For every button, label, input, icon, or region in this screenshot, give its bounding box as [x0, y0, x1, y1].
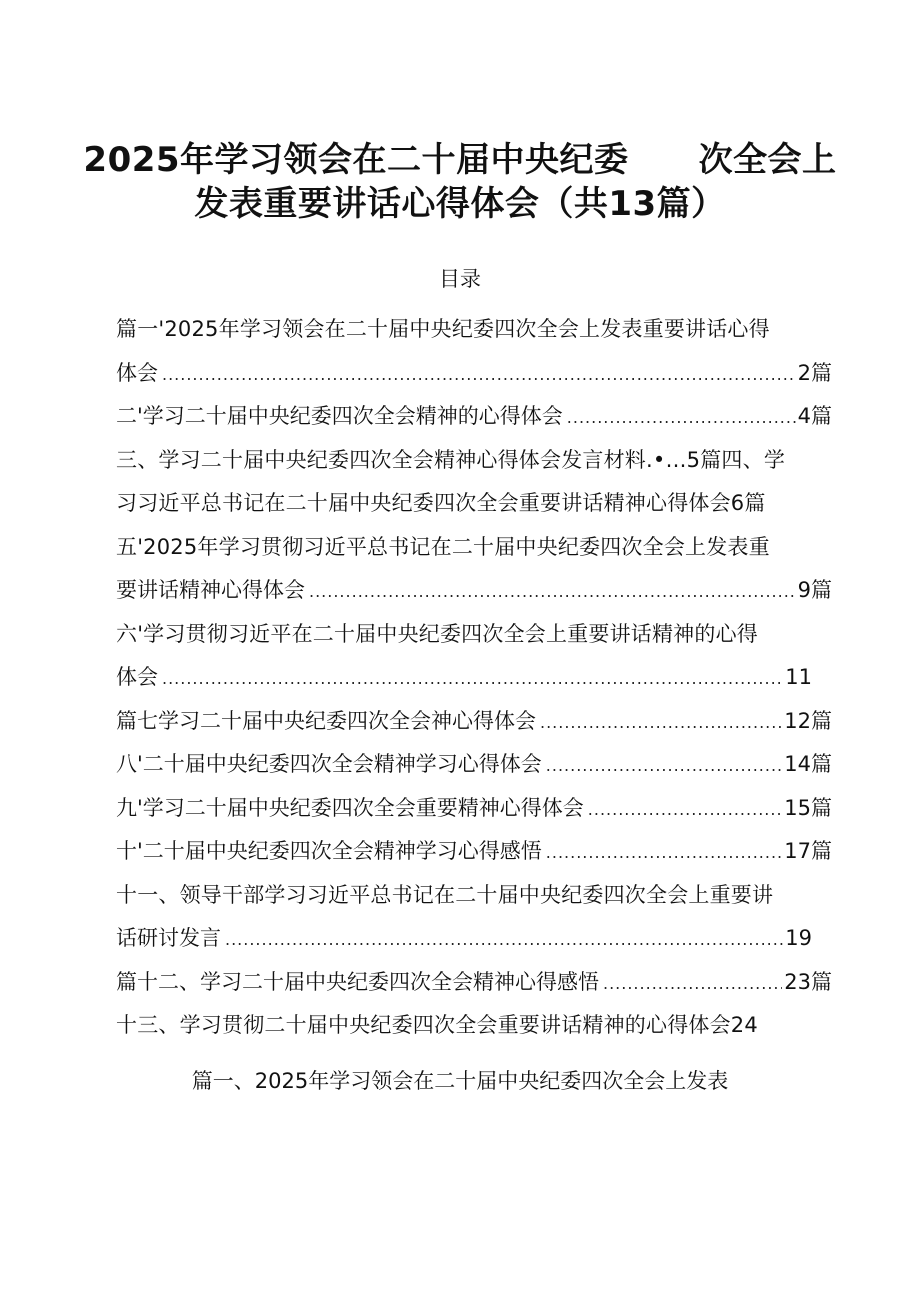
toc-line-text: 要讲话精神心得体会	[116, 578, 305, 602]
toc-line[interactable]	[116, 923, 832, 955]
toc-line-text: 十三、学习贯彻二十届中央纪委四次全会重要讲话精神的心得体会24	[116, 1013, 758, 1037]
toc-line-text: 篇十二、学习二十届中央纪委四次全会精神心得感悟	[116, 970, 599, 994]
toc-page-number: 19	[785, 926, 812, 950]
toc-line[interactable]	[116, 314, 832, 344]
toc-line[interactable]	[116, 1010, 832, 1040]
leader-dots	[546, 751, 782, 781]
toc-heading: 目录	[439, 267, 481, 291]
toc-line-text: 篇七学习二十届中央纪委四次全会神心得体会	[116, 709, 536, 733]
document-title-line-2: 发表重要讲话心得体会（共13篇）	[194, 184, 726, 224]
toc-line-text: 五'2025年学习贯彻习近平总书记在二十届中央纪委四次全会上发表重	[116, 535, 770, 559]
toc-page-number: 4篇	[797, 404, 832, 428]
toc-line-text: 篇一'2025年学习领会在二十届中央纪委四次全会上发表重要讲话心得	[116, 317, 770, 341]
toc-page-number: 12篇	[784, 709, 832, 733]
leader-dots	[162, 360, 796, 390]
toc-line-text: 体会	[116, 665, 158, 689]
toc-line[interactable]	[116, 575, 832, 607]
leader-dots	[162, 664, 783, 694]
title-part-b: 次全会上	[698, 140, 837, 180]
section-heading: 篇一、2025年学习领会在二十届中央纪委四次全会上发表	[191, 1069, 729, 1093]
toc-line[interactable]	[116, 793, 832, 825]
toc-page-number: 14篇	[784, 752, 832, 776]
toc-line[interactable]	[116, 532, 832, 562]
toc-line[interactable]	[116, 836, 832, 868]
toc-line-text: 十一、领导干部学习习近平总书记在二十届中央纪委四次全会上重要讲	[116, 883, 774, 907]
leader-dots	[588, 795, 782, 825]
toc-line[interactable]	[116, 967, 832, 999]
toc-line[interactable]	[116, 706, 832, 738]
toc-line-text: 习习近平总书记在二十届中央纪委四次全会重要讲话精神心得体会6篇	[116, 491, 766, 515]
toc-line[interactable]	[116, 749, 832, 781]
leader-dots	[546, 838, 782, 868]
toc-line[interactable]	[116, 488, 832, 518]
leader-dots	[309, 577, 796, 607]
toc-line-text: 二'学习二十届中央纪委四次全会精神的心得体会	[116, 404, 563, 428]
toc-line[interactable]	[116, 445, 832, 475]
toc-line[interactable]	[116, 358, 832, 390]
toc-line[interactable]	[116, 880, 832, 910]
toc-page-number: 23篇	[784, 970, 832, 994]
toc-page-number: 17篇	[784, 839, 832, 863]
toc-page-number: 11	[785, 665, 812, 689]
toc-line[interactable]	[116, 619, 832, 649]
toc-line[interactable]	[116, 401, 832, 433]
toc-line-text: 九'学习二十届中央纪委四次全会重要精神心得体会	[116, 796, 584, 820]
toc-line-text: 八'二十届中央纪委四次全会精神学习心得体会	[116, 752, 542, 776]
toc-line[interactable]	[116, 662, 832, 694]
toc-page-number: 15篇	[784, 796, 832, 820]
toc-line-text: 十'二十届中央纪委四次全会精神学习心得感悟	[116, 839, 542, 863]
leader-dots	[603, 969, 782, 999]
toc-line-text: 体会	[116, 361, 158, 385]
leader-dots	[540, 708, 782, 738]
leader-dots	[225, 925, 783, 955]
leader-dots	[567, 403, 796, 433]
toc-line-text: 话研讨发言	[116, 926, 221, 950]
document-title-line-1	[0, 140, 920, 180]
title-part-a: 2025年学习领会在二十届中央纪委	[83, 140, 629, 180]
toc-page-number: 9篇	[797, 578, 832, 602]
toc-line-text: 六'学习贯彻习近平在二十届中央纪委四次全会上重要讲话精神的心得	[116, 622, 758, 646]
toc-page-number: 2篇	[797, 361, 832, 385]
toc-line-text: 三、学习二十届中央纪委四次全会精神心得体会发言材料.•…5篇四、学	[116, 448, 786, 472]
